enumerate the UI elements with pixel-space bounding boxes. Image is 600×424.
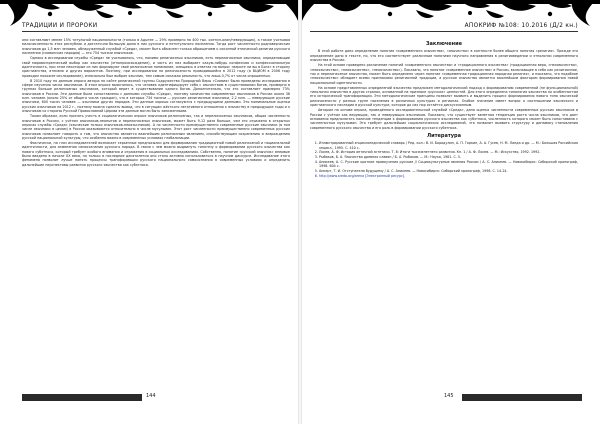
reference-item: 1. Иллюстрированный энциклопедический словарь / Ред. кол.: В. И. Бородулин, А. П. Горкин, А. А. Гусев, Н. М. Ланда и др. — М.: Большая Российская энцикл., 1995. С. 410 с. [319, 141, 578, 150]
header-rule-right [310, 31, 578, 32]
paragraph: В 2010 году по данным опроса автора на сайте религиозной группы Содружество Природной Веры «Славия» были проведены исследования в сфере изучения числа язычников. В этом опросе выяснилось, что человек идентифицирует себя с язычеством в существовании богов, примерно в группах больше религиозных язычников, который верит в существование одного богов. Дополнительно, что это составляет примерно 73% язычников в России. Эти данные были сопоставлены с данными службы «Среда», поэтому количество современных язычников в России около 36 млн. человек (около 25% от общего числа граждан), что в которых 734 тысячи — русские религиозные язычники, 2,2 млн. — неверующие русские язычники, 600 тысяч человек — язычники других народов. Эти данные хорошо согласуются с предыдущими данными. Это минимальные оценки русских язычников на 2012 г., поэтому можно сделать вывод, что в ситуации жёсткого негативного отношения к язычеству в предыдущие годы и к язычникам со стороны Русской Православной Церкви эти данные могли быть заниженными. [22, 78, 290, 114]
right-body-text [310, 38, 578, 178]
conclusion-title: Заключение [425, 41, 462, 47]
paragraph: На основе представленных определений язычество предложен методологический подход к формированию современной (не функциональной) типологии язычества в других странах, основанной на признаке «русских» ценностей. Для этого определена типология язычества по особенностям его исторической трансформации. Эти методологические принципы позволят выявить и выделить процесс формирования нового типа языческой религиозности у разных групп населения в различных культурах и регионах. Особое значение имеет вопрос о соотношении языческого и христианского наследия в русской культуре, которое до сих пор остаётся дискуссионным. [310, 85, 578, 108]
left-body-text [22, 38, 290, 168]
paragraph: Однако в исследовании службы «Среда» не учитывалось, что, помимо религиозных язычников, есть нерелигиозные язычники, определяющие свой мировоззренческий выбор как язычество (этнопроисхождение), и часть из них выбирает какую-нибудь конфессию и конфессиональную идентичность, при этом некоторые из них формируют своё религиозное понимание, смещаясь в ответах на вопрос «верите ли вы в Бога» в сторону христианства, атеизма и других вариантов. Поэтому, при исследовании на религиозность проводившейся в 2012 году (а ВЦИОМ в 2006 году проводил похожее исследование), изначально был выбран язычник, тем самым искажая реальность, что лишь 0,7% от числа опрошенных. [22, 56, 290, 78]
reference-item: 3. Рыбаков, Б. А. Язычество древних славян / Б. А. Рыбаков. — М.: Наука, 1981. С. 5. [319, 155, 578, 159]
references-title: Литература [426, 132, 461, 139]
paragraph: Автором на основе опроса, проведённого исследовательской службой «Среда», дана оценка численности современных русских язычников в России с учётом как верующих, так и неверующих язычников. Показано, что существует заметная тенденция роста числа язычников, что дает основания предполагать наличие тенденции к формированию русского язычества как субэтноса, численность которого может быть сопоставима с численностью мусульман. Это требует дальнейших социологических исследований, что позволит выявить структуру и динамику становления современного русского язычества и его роль в формировании русского субэтноса. [310, 108, 578, 130]
right-page [300, 0, 600, 424]
reference-item: 2. Лосев, А. Ф. История античной эстетики. Т. 8: Итоги тысячелетнего развития. Кн. 1 / А. Ф. Лосев. — М.: Искусство, 1992. 1992. [319, 150, 578, 154]
paragraph: На этой основе проведено различение понятий «современного язычества» и «традиционного язычества» (традиционная вера, «неоязычество», «неоязычество», «неоязычество», «неоязычество»). Показано, что понятие «современное язычество» в России, включающее в себя как религиозное, так и нерелигиозное язычество, может быть определено через понятие «современная традиционная народная религия», и показано, что подобное «неоязычество» обладает всеми признаками религиозной традиции, а русское язычество является важнейшим фактором формирования новой национальной идентичности. [310, 63, 578, 85]
references-list [310, 141, 578, 178]
reference-link[interactable]: 6. http://www.sreda.org/arena [Электронный ресурс]. [319, 174, 578, 178]
page-number-bar-left [22, 394, 142, 401]
paragraph: В этой работе дано определение понятия «современного язычества», «язычество» в контексте более общего понятия «религия». Прежде это определение дано в тексте, но, что его соответствует различным понятиям научного направления в религиоведении и этнологии современного язычества в России. [310, 49, 578, 63]
running-head-left: ТРАДИЦИИ И ПРОРОКИ [22, 23, 98, 29]
paragraph: Таким образом, если принять учесть в социологическом опросе язычников религиозных, так и нерелигиозных язычников, общая численность язычников в России, с учётом язычников-неопытов и нерелигиозных язычников, может быть 9-12 раза больше, чем это отражено в открытых опросах службы «Среда» (языческие только язычников-неоязычников). А по численности преимущественно современные русские язычники (в том числе язычники в целом) в России оказываются относительно в числе мусульман. Этот рост численности преимущественно современных русских язычников позволяет говорить о том, что язычество является важнейшим религиозным явлением, способствующим сохранению и возрождению русской национальной культуры, что особенно важно в современных условиях глобализации. [22, 114, 290, 140]
paragraph: они составляют менее 15% титульной национальности (только в Адыгее — 29% примерно на 400 тыс. осетин-алан/неверующих), а также учитывая малочисленность этих республик и достаточно большую долю в них русского и нетитульного населения. Тогда рост численности родноверческих язычников до 1,5 млн человек, обнаруженный службой «Среда», может быть объяснен только обращением к исконной этнической религии русского населения (славянских народов) — это 754 тысячи язычников. [22, 38, 290, 56]
reference-item: 5. Анкерт, Т. И. Отступатели будущему / А. С. Аникеев. — Новосибирск: Сибирский хронограф, 1998. С. 14-24. [319, 169, 578, 173]
page-number-left: 144 [146, 393, 156, 399]
running-head-right: АПОКРИФ №108: 10.2016 (Д/2 кн.) [464, 23, 578, 29]
page-number-bar-right [462, 394, 582, 401]
paragraph: Фактически, на глаз исследователей возникает серьезные предпосылки для формирования традиционной новой религиозной и национальной идентичности, для изменения самосознания русского народа. В связи с чем можно выдвинуть гипотезу о формировании русского язычества как нового субэтноса, который требует особого внимания и отражения в социальных исследованиях. Собственно, понятие «русский язычник» впервые было введено в начале XX века, но только в последние десятилетия оно стало активно использоваться в научном дискурсе. Исследование этого феномена позволит лучше понять процессы трансформации русского национального самосознания в современных условиях и определить дальнейшие перспективы развития русского язычества как субэтноса. [22, 141, 290, 167]
header-rule-left [22, 31, 290, 32]
page-number-right: 145 [444, 393, 454, 399]
reference-item: 4. Аникеев, А. С. Русские кроткие нравоучения русские // Социокультурные явления России / А. С. Аникеев. — Новосибирск: Сибирский хронограф, 1998. 604 с. [319, 160, 578, 169]
